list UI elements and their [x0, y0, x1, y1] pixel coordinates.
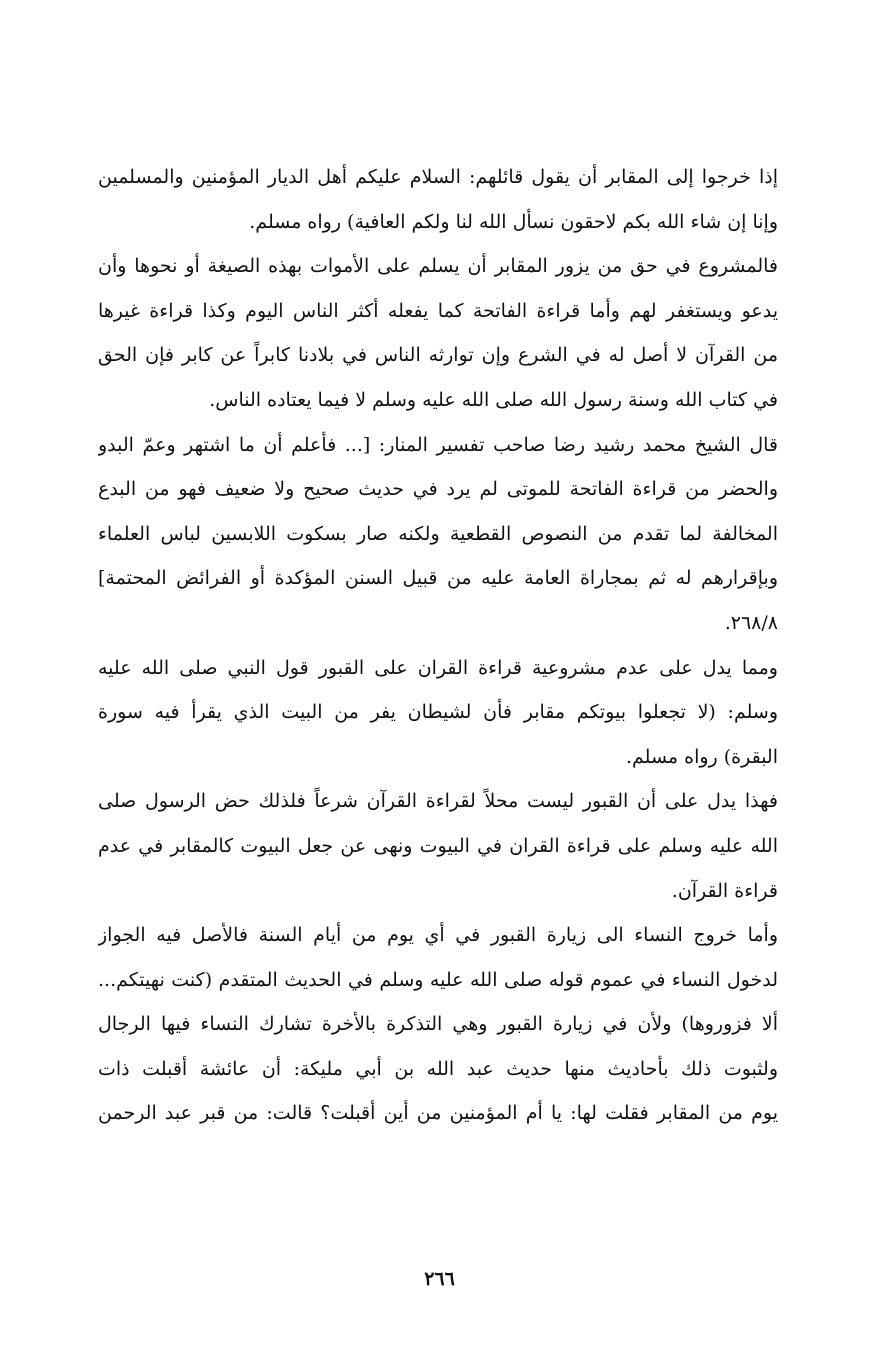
- body-text: [98, 155, 778, 1136]
- text-line: يوم من المقابر فقلت لها: يا أم المؤمنين من أين أقبلت؟ قالت: من قبر عبد الرحمن: [98, 1102, 778, 1125]
- text-line: إذا خرجوا إلى المقابر أن يقول قائلهم: السلام عليكم أهل الديار المؤمنين والمسلمين: [98, 166, 778, 188]
- text-line: من القرآن لا أصل له في الشرع وإن توارثه الناس في بلادنا كابراً عن كابر فإن الحق: [98, 344, 778, 367]
- text-line: يدعو ويستغفر لهم وأما قراءة الفاتحة كما يفعله أكثر الناس اليوم وكذا قراءة غيرها: [98, 299, 778, 322]
- text-line: ولثبوت ذلك بأحاديث منها حديث عبد الله بن أبي مليكة: أن عائشة أقبلت ذات: [98, 1057, 778, 1080]
- text-line: المخالفة لما تقدم من النصوص القطعية ولكنه صار بسكوت اللابسين لباس العلماء: [98, 522, 778, 545]
- text-line: لدخول النساء في عموم قوله صلى الله عليه وسلم في الحديث المتقدم (كنت نهيتكم...: [98, 968, 778, 991]
- text-line: الله عليه وسلم على قراءة القران في البيوت ونهى عن جعل البيوت كالمقابر في عدم: [98, 834, 778, 857]
- text-line: وإنا إن شاء الله بكم لاحقون نسأل الله لنا ولكم العافية) رواه مسلم.: [249, 210, 778, 233]
- text-line: وبإقرارهم له ثم بمجاراة العامة عليه من قبيل السنن المؤكدة أو الفرائض المحتمة]: [98, 567, 778, 590]
- text-line: والحضر من قراءة الفاتحة للموتى لم يرد في حديث صحيح ولا ضعيف فهو من البدع: [98, 478, 778, 501]
- text-line: ألا فزوروها) ولأن في زيارة القبور وهي التذكرة بالأخرة تشارك النساء فيها الرجال: [98, 1013, 778, 1036]
- text-line: البقرة) رواه مسلم.: [625, 745, 778, 768]
- text-line: وأما خروج النساء الى زيارة القبور في أي يوم من أيام السنة فالأصل فيه الجواز: [98, 924, 778, 947]
- text-line: ٢٦٨/٨.: [724, 611, 778, 634]
- text-line: فهذا يدل على أن القبور ليست محلاً لقراءة القرآن شرعاً فلذلك حض الرسول صلى: [98, 790, 778, 813]
- text-line: قراءة القرآن.: [671, 879, 778, 902]
- text-line: قال الشيخ محمد رشيد رضا صاحب تفسير المنار: [... فأعلم أن ما اشتهر وعمّ البدو: [98, 433, 778, 456]
- text-line: فالمشروع في حق من يزور المقابر أن يسلم على الأموات بهذه الصيغة أو نحوها وأن: [98, 255, 778, 278]
- page-number: ٢٦٦: [424, 1268, 455, 1290]
- text-line: في كتاب الله وسنة رسول الله صلى الله عليه وسلم لا فيما يعتاده الناس.: [209, 388, 778, 411]
- text-line: ومما يدل على عدم مشروعية قراءة القران على القبور قول النبي صلى الله عليه: [98, 656, 778, 679]
- text-line: وسلم: (لا تجعلوا بيوتكم مقابر فأن لشيطان يفر من البيت الذي يقرأ فيه سورة: [98, 701, 778, 724]
